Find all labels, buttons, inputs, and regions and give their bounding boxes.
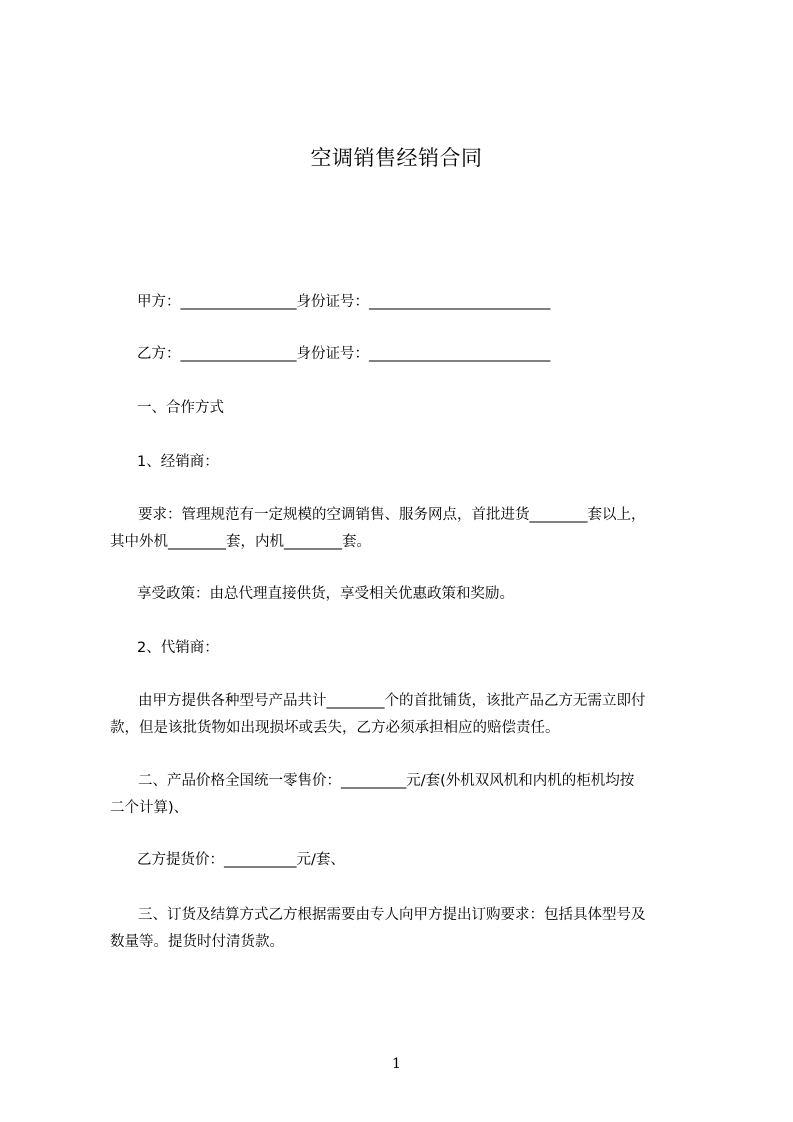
document-title: 空调销售经销合同	[310, 146, 483, 170]
section2-line1: 二、产品价格全国统一零售价：_________元/套(外机双风机和内机的柜机均按	[138, 773, 635, 789]
section2-line2: 二个计算)、	[110, 800, 189, 816]
section3-line2: 数量等。提货时付清货款。	[110, 934, 284, 950]
section3-text	[110, 902, 710, 956]
item1-requirement	[110, 502, 710, 556]
item2-text	[110, 688, 710, 742]
section2-price: 乙方提货价：__________元/套、	[137, 852, 345, 868]
item1-requirement-line2: 其中外机________套，内机________套。	[110, 534, 371, 550]
item2-text-line1: 由甲方提供各种型号产品共计________个的首批铺货，该批产品乙方无需立即付	[138, 693, 646, 709]
party-b-line: 乙方：________________身份证号：_________________________	[137, 346, 551, 362]
item2-text-line2: 款，但是该批货物如出现损坏或丢失，乙方必须承担相应的赔偿责任。	[110, 720, 560, 736]
section2-text	[110, 768, 710, 822]
page-number: 1	[392, 1056, 401, 1072]
item1-policy: 享受政策：由总代理直接供货，享受相关优惠政策和奖励。	[137, 586, 514, 602]
item1-requirement-line1: 要求：管理规范有一定规模的空调销售、服务网点，首批进货________套以上，	[138, 507, 646, 523]
section1-heading: 一、合作方式	[137, 400, 224, 416]
section3-line1: 三、订货及结算方式乙方根据需要由专人向甲方提出订购要求：包括具体型号及	[138, 907, 646, 923]
item1-heading: 1、经销商：	[137, 454, 219, 470]
item2-heading: 2、代销商：	[137, 640, 219, 656]
party-a-line: 甲方：________________身份证号：_________________________	[137, 294, 551, 310]
